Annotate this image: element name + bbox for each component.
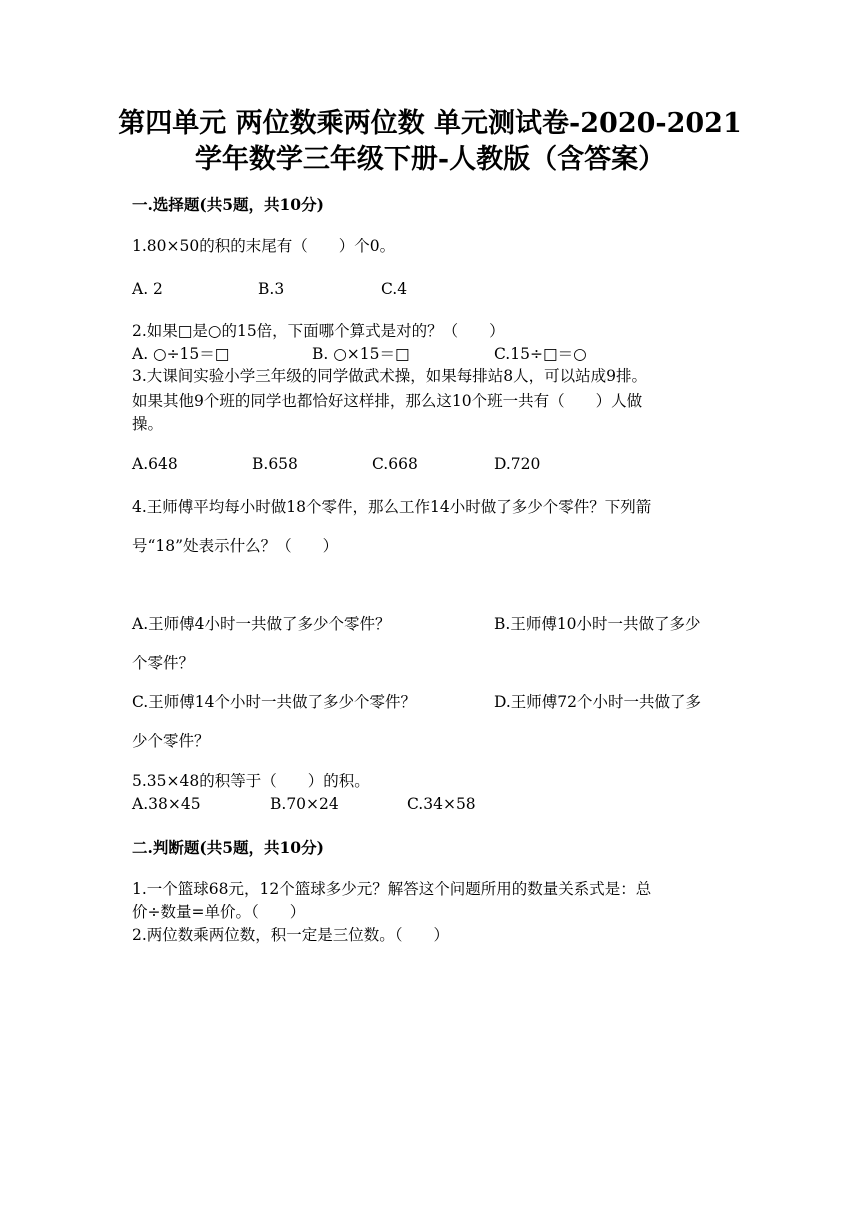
document-title-line-2: 学年数学三年级下册-人教版（含答案） (194, 144, 666, 175)
question-1-option-c: C.4 (381, 280, 408, 298)
question-5-option-c: C.34×58 (407, 795, 476, 813)
question-3-stem-line-2: 如果其他9个班的同学也都恰好这样排，那么这10个班一共有（ ）人做 (132, 392, 643, 410)
question-4-option-c: C.王师傅14个小时一共做了多少个零件？ (132, 693, 416, 711)
question-4-stem-line-1: 4.王师傅平均每小时做18个零件，那么工作14小时做了多少个零件？下列箭 (132, 498, 652, 516)
question-2-option-b: B. ○×15＝□ (312, 345, 410, 363)
question-4-option-d-line-2: 少个零件？ (132, 732, 210, 750)
judgement-1-line-2: 价÷数量=单价。（ ） (132, 903, 306, 921)
question-2-stem: 2.如果□是○的15倍，下面哪个算式是对的？（ ） (132, 322, 505, 340)
section-1-heading: 一.选择题(共5题，共10分) (132, 195, 324, 214)
question-4-option-b-line-1: B.王师傅10小时一共做了多少 (494, 615, 701, 633)
question-3-option-a: A.648 (132, 455, 178, 473)
judgement-2: 2.两位数乘两位数，积一定是三位数。（ ） (132, 926, 450, 944)
question-3-option-b: B.658 (252, 455, 298, 473)
question-1-option-b: B.3 (258, 280, 285, 298)
document-title-line-1: 第四单元 两位数乘两位数 单元测试卷-2020-2021 (118, 108, 742, 139)
question-1-stem: 1.80×50的积的末尾有（ ）个0。 (132, 237, 396, 255)
question-3-stem-line-3: 操。 (132, 415, 164, 433)
question-5-option-b: B.70×24 (270, 795, 339, 813)
question-4-option-d-line-1: D.王师傅72个小时一共做了多 (494, 693, 702, 711)
question-3-stem-line-1: 3.大课间实验小学三年级的同学做武术操，如果每排站8人，可以站成9排。 (132, 367, 648, 385)
judgement-1-line-1: 1.一个篮球68元，12个篮球多少元？解答这个问题所用的数量关系式是：总 (132, 880, 652, 898)
question-3-option-c: C.668 (372, 455, 418, 473)
question-4-option-a: A.王师傅4小时一共做了多少个零件？ (132, 615, 391, 633)
question-5-stem: 5.35×48的积等于（ ）的积。 (132, 772, 370, 790)
question-3-option-d: D.720 (494, 455, 541, 473)
question-2-option-c: C.15÷□＝○ (494, 345, 587, 363)
question-5-option-a: A.38×45 (132, 795, 201, 813)
question-4-stem-line-2: 号“18”处表示什么？（ ） (132, 537, 339, 555)
question-2-option-a: A. ○÷15＝□ (132, 345, 230, 363)
question-4-option-b-line-2: 个零件？ (132, 654, 195, 672)
question-1-option-a: A. 2 (132, 280, 163, 298)
section-2-heading: 二.判断题(共5题，共10分) (132, 838, 324, 857)
